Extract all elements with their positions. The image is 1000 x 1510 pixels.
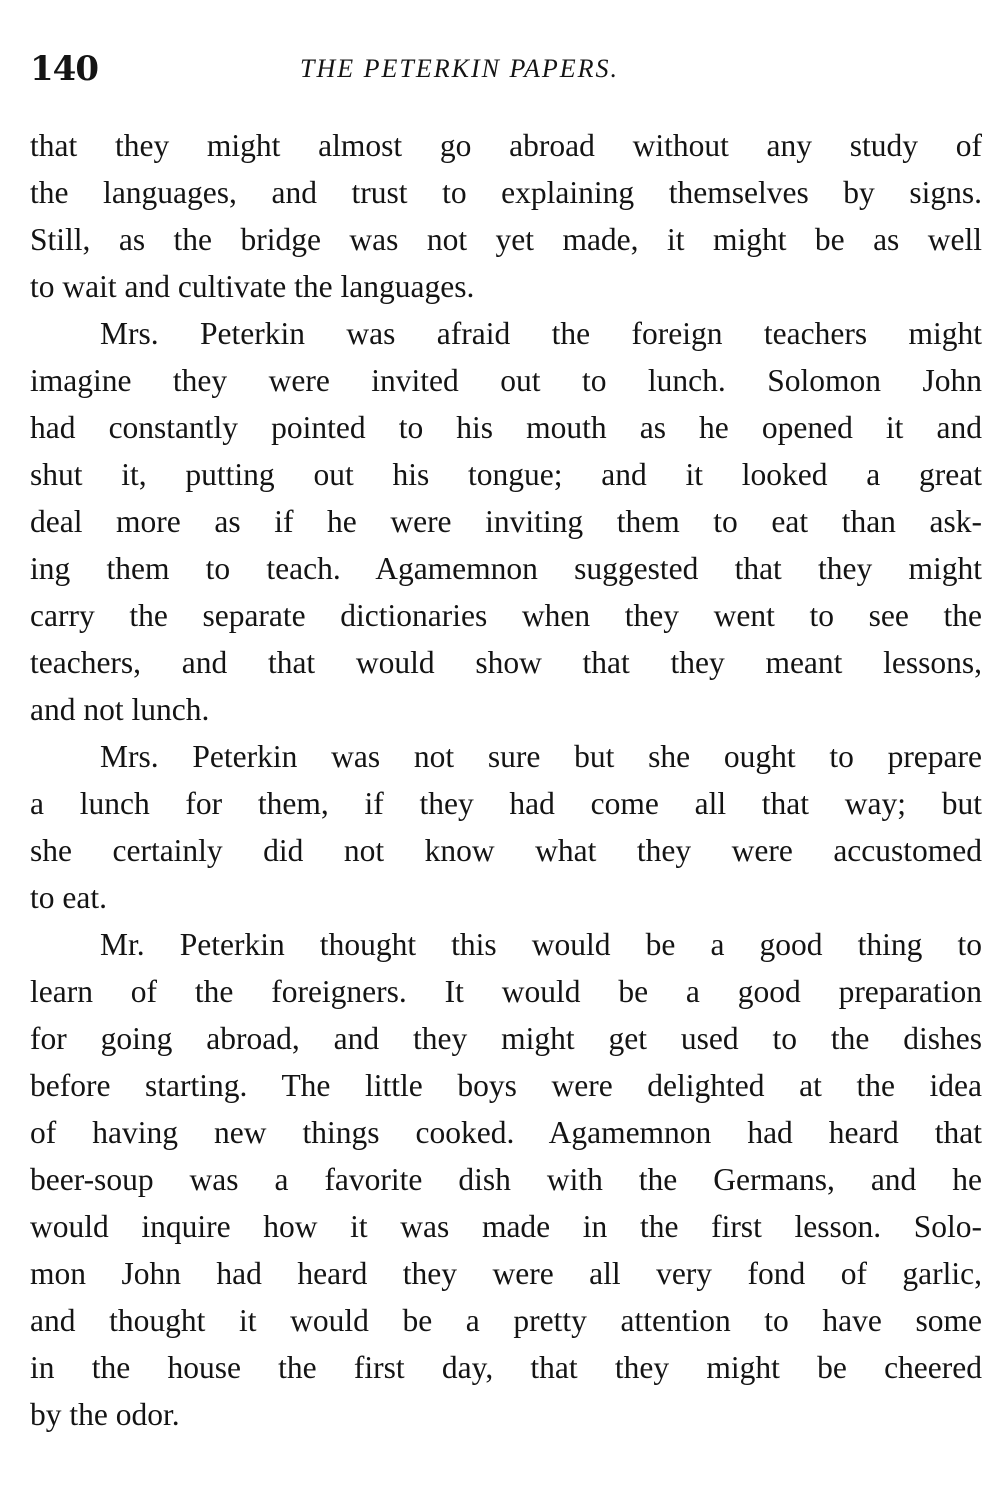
text-line: mon John had heard they were all very fond of garlic, xyxy=(30,1256,982,1291)
text-line: learn of the foreigners. It would be a good preparation xyxy=(30,974,982,1009)
text-line: a lunch for them, if they had come all that way; but xyxy=(30,786,982,821)
text-line: to eat. xyxy=(30,880,107,915)
text-line: by the odor. xyxy=(30,1397,180,1432)
text-line: for going abroad, and they might get used to the dishes xyxy=(30,1021,982,1056)
text-line: teachers, and that would show that they meant lessons, xyxy=(30,645,982,680)
text-line: to wait and cultivate the languages. xyxy=(30,269,475,304)
text-line: the languages, and trust to explaining themselves by signs. xyxy=(30,175,982,210)
text-line: of having new things cooked. Agamemnon had heard that xyxy=(30,1115,982,1150)
running-header xyxy=(30,44,982,94)
text-line: beer-soup was a favorite dish with the Germans, and he xyxy=(30,1162,982,1197)
text-line: in the house the first day, that they might be cheered xyxy=(30,1350,982,1385)
text-line: Mr. Peterkin thought this would be a good thing to xyxy=(100,927,982,962)
text-line: before starting. The little boys were delighted at the idea xyxy=(30,1068,982,1103)
text-line: that they might almost go abroad without any study of xyxy=(30,128,982,163)
text-line: Mrs. Peterkin was afraid the foreign teachers might xyxy=(100,316,982,351)
text-line: she certainly did not know what they were accustomed xyxy=(30,833,982,868)
text-line: shut it, putting out his tongue; and it looked a great xyxy=(30,457,982,492)
running-title: THE PETERKIN PAPERS. xyxy=(300,54,620,83)
text-line: had constantly pointed to his mouth as he opened it and xyxy=(30,410,982,445)
text-line: ing them to teach. Agamemnon suggested that they might xyxy=(30,551,982,586)
text-line: carry the separate dictionaries when they went to see the xyxy=(30,598,982,633)
text-line: deal more as if he were inviting them to eat than ask- xyxy=(30,504,982,539)
text-line: Still, as the bridge was not yet made, it might be as well xyxy=(30,222,982,257)
text-line: imagine they were invited out to lunch. Solomon John xyxy=(30,363,982,398)
text-line: would inquire how it was made in the first lesson. Solo- xyxy=(30,1209,982,1244)
text-line: Mrs. Peterkin was not sure but she ought to prepare xyxy=(100,739,982,774)
page-number: 140 xyxy=(30,49,98,89)
body-text xyxy=(30,122,982,1438)
text-line: and thought it would be a pretty attention to have some xyxy=(30,1303,982,1338)
text-line: and not lunch. xyxy=(30,692,210,727)
